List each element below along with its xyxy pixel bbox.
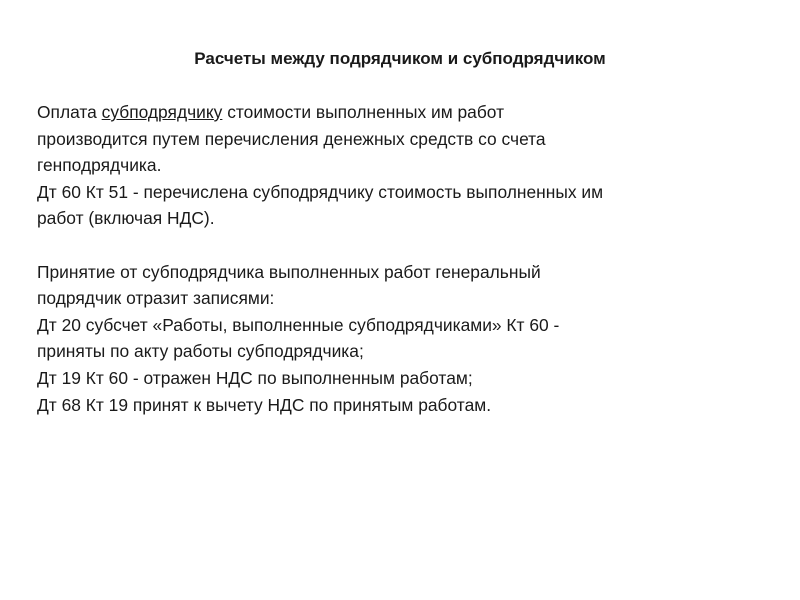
subcontractor-link[interactable]: субподрядчику [101, 102, 223, 122]
slide-body [37, 99, 777, 418]
paragraph-1-line-5: работ (включая НДС). [37, 208, 215, 229]
paragraph-1-line-1 [37, 99, 777, 126]
paragraph-2-line-6: Дт 68 Кт 19 принят к вычету НДС по принятым работам. [37, 394, 492, 415]
paragraph-1-line-4: Дт 60 Кт 51 - перечислена субподрядчику стоимость выполненных им [37, 181, 604, 202]
paragraph-2-line-3: Дт 20 субсчет «Работы, выполненные субподрядчиками» Кт 60 - [37, 314, 560, 335]
text-segment: стоимости выполненных им работ [222, 102, 505, 122]
paragraph-2-line-2: подрядчик отразит записями: [37, 288, 275, 309]
slide-title: Расчеты между подрядчиком и субподрядчиком [194, 49, 606, 68]
paragraph-2-line-5: Дт 19 Кт 60 - отражен НДС по выполненным работам; [37, 367, 473, 388]
paragraph-1-line-3: генподрядчика. [37, 155, 162, 176]
paragraph-2-line-1: Принятие от субподрядчика выполненных работ генеральный [37, 261, 541, 282]
paragraph-2-line-4: приняты по акту работы субподрядчика; [37, 341, 364, 362]
paragraph-spacer [37, 232, 777, 259]
text-segment: Оплата [37, 102, 102, 122]
paragraph-1-line-2: производится путем перечисления денежных средств со счета [37, 128, 546, 149]
